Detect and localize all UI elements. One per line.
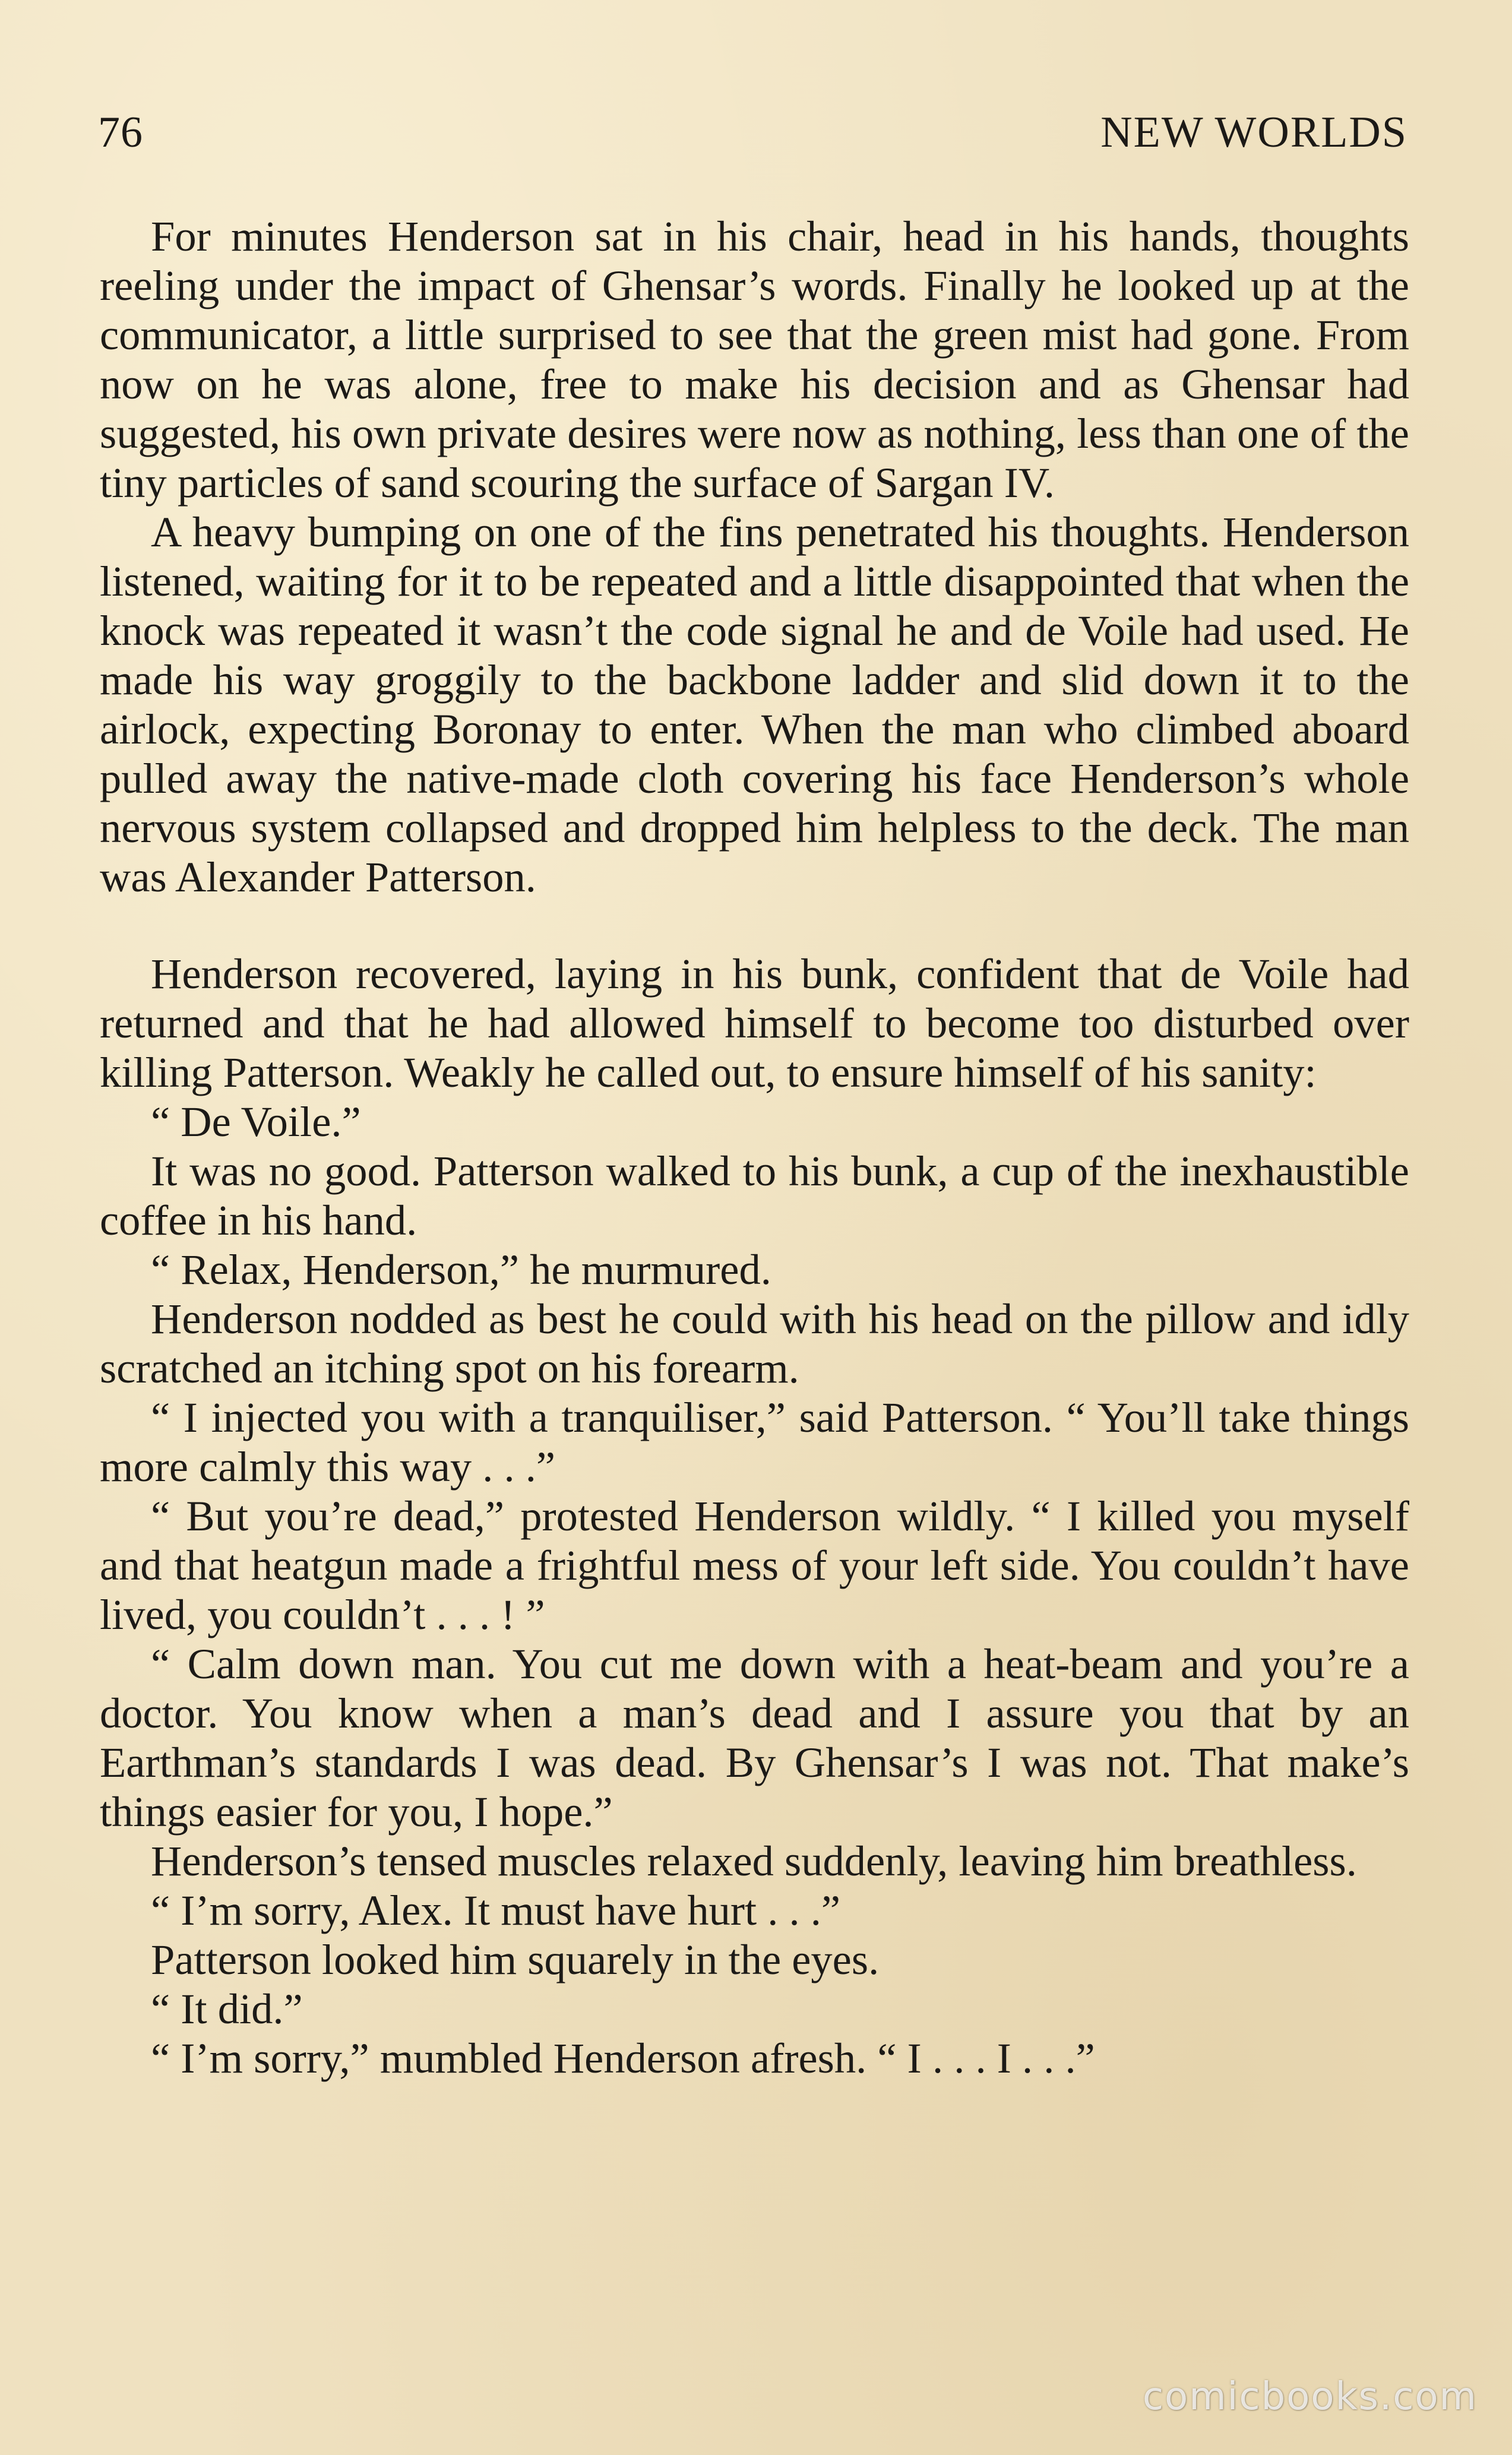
- paragraph: “ But you’re dead,” protested Henderson wildly. “ I killed you myself and that heatgun made a frightful mess of your left side. You couldn’t have lived, you couldn’t . . . ! ”: [100, 1492, 1409, 1638]
- paragraph: It was no good. Patterson walked to his bunk, a cup of the inexhaustible coffee in his hand.: [100, 1147, 1409, 1244]
- page-header: [98, 106, 1407, 159]
- paragraph: Henderson recovered, laying in his bunk, confident that de Voile had returned and that he had allowed himself to become too disturbed over killing Patterson. Weakly he called out, to ensure himself of his sanity:: [100, 950, 1409, 1096]
- running-title: NEW WORLDS: [1100, 108, 1407, 157]
- paragraph: “ I’m sorry, Alex. It must have hurt . . .”: [151, 1886, 841, 1934]
- paragraph: Henderson nodded as best he could with his head on the pillow and idly scratched an itching spot on his forearm.: [100, 1295, 1409, 1392]
- page-number: 76: [98, 108, 143, 157]
- paragraph: For minutes Henderson sat in his chair, head in his hands, thoughts reeling under the impact of Ghensar’s words. Finally he looked up at the communicator, a little surprised to see that the green mist had gone. From now on he was alone, free to make his decision and as Ghensar had suggested, his own private desires were now as nothing, less than one of the tiny particles of sand scouring the surface of Sargan IV.: [100, 212, 1409, 507]
- paragraph: A heavy bumping on one of the fins penetrated his thoughts. Henderson listened, waiting for it to be repeated and a little disappointed that when the knock was repeated it wasn’t the code signal he and de Voile had used. He made his way groggily to the backbone ladder and slid down it to the airlock, expecting Boronay to enter. When the man who climbed aboard pulled away the native-made cloth covering his face Henderson’s whole nervous system collapsed and dropped him helpless to the deck. The man was Alexander Patterson.: [100, 508, 1409, 901]
- paragraph: Patterson looked him squarely in the eyes.: [151, 1935, 880, 1983]
- paragraph: “ Calm down man. You cut me down with a heat-beam and you’re a doctor. You know when a man’s dead and I assure you that by an Earthman’s standards I was dead. By Ghensar’s I was not. That make’s things easier for you, I hope.”: [100, 1640, 1409, 1836]
- paragraph: “ I’m sorry,” mumbled Henderson afresh. “ I . . . I . . .”: [151, 2034, 1095, 2082]
- paragraph: “ Relax, Henderson,” he murmured.: [151, 1245, 771, 1293]
- paragraph: Henderson’s tensed muscles relaxed suddenly, leaving him breathless.: [151, 1837, 1357, 1885]
- paragraph: “ I injected you with a tranquiliser,” said Patterson. “ You’ll take things more calmly this way . . .”: [100, 1393, 1409, 1491]
- section-break: [100, 901, 1409, 949]
- paragraph: “ It did.”: [151, 1985, 303, 2033]
- paragraph: “ De Voile.”: [151, 1097, 361, 1146]
- watermark: comicbooks.com: [1142, 2375, 1478, 2419]
- story-text: [100, 211, 1409, 2083]
